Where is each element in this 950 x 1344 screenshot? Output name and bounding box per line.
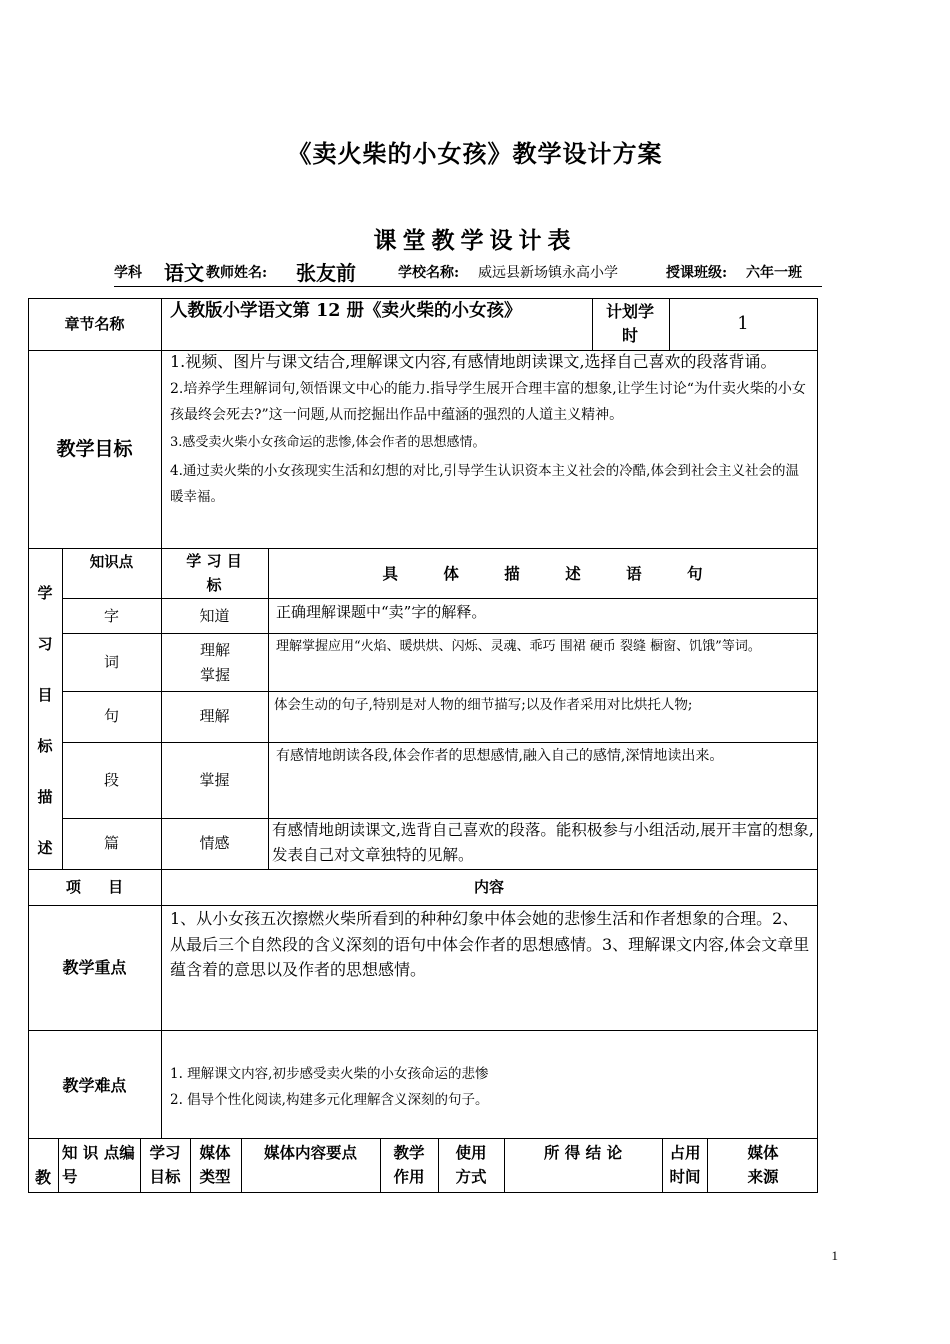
difficult-item: 1. 理解课文内容,初步感受卖火柴的小女孩命运的悲惨 [170,1066,489,1082]
school-value: 威远县新场镇永高小学 [478,265,618,281]
teacher-label: 教师姓名: [206,265,268,281]
teacher-value: 张友前 [296,261,356,285]
knowledge-cell: 段 [103,771,119,789]
media-col-time: 占用时间 [669,1143,701,1186]
document-title: 《卖火柴的小女孩》教学设计方案 [287,139,663,168]
items-header-item: 项 目 [65,878,124,896]
info-line [114,262,822,287]
media-col-source: 媒体来源 [747,1143,779,1186]
goal-cell: 理解掌握 [199,641,230,684]
table-title: 课堂教学设计表 [373,227,577,254]
knowledge-cell: 词 [103,653,119,671]
desc-cell: 有感情地朗读各段,体会作者的思想感情,融入自己的感情,深情地读出来。 [276,748,724,764]
header-desc: 具 体 描 述 语 句 [382,564,703,583]
media-col-role: 教学作用 [393,1143,425,1186]
class-label: 授课班级: [666,265,728,281]
media-col-goal: 学习目标 [149,1143,181,1186]
difficult-points-label: 教学难点 [62,1076,127,1095]
media-col-type: 媒体类型 [199,1143,231,1186]
goal-item: 3.感受卖火柴小女孩命运的悲惨,体会作者的思想感情。 [170,435,486,450]
knowledge-cell: 句 [103,707,119,725]
class-value: 六年一班 [746,265,802,281]
knowledge-cell: 篇 [103,834,119,852]
media-col-conclusion: 所 得 结 论 [543,1143,623,1162]
desc-cell: 体会生动的句子,特别是对人物的细节描写;以及作者采用对比烘托人物; [274,697,693,713]
key-points-text: 1、从小女孩五次擦燃火柴所看到的种种幻象中体会她的悲惨生活和作者想象的合理。2、从最后三个自然段的含义深刻的语句中体会作者的思想感情。3、理解课文内容,体会文章里蕴含着的意思以及作者的思想感情。 [170,909,810,979]
media-col-knowledge-id: 知 识 点编号 [62,1143,135,1186]
goal-cell: 知道 [199,607,230,625]
subject-value: 语文 [164,261,204,285]
goal-cell: 情感 [199,834,230,852]
goal-item: 4.通过卖火柴的小女孩现实生活和幻想的对比,引导学生认识资本主义社会的冷酷,体会到社会主义社会的温暖幸福。 [170,463,799,505]
knowledge-cell: 字 [103,607,119,625]
goals-list [170,349,810,510]
goal-item: 2.培养学生理解词句,领悟课文中心的能力.指导学生展开合理丰富的想象,让学生讨论“为什卖火柴的小女孩最终会死去?”这一问题,从而挖掘出作品中蕴涵的强烈的人道主义精神。 [170,381,806,423]
header-knowledge: 知识点 [89,554,134,571]
desc-cell: 正确理解课题中“卖”字的解释。 [276,603,487,621]
chapter-label: 章节名称 [64,315,125,333]
difficult-item: 2. 倡导个性化阅读,构建多元化理解含义深刻的句子。 [170,1092,489,1108]
media-col-usage: 使用方式 [455,1143,487,1186]
media-col-content: 媒体内容要点 [263,1143,357,1162]
learning-side-label: 学 习 目 标 描 述 [37,584,53,857]
goal-cell: 掌握 [199,771,230,789]
header-goal: 学 习 目 标 [186,552,242,594]
goals-label: 教学目标 [56,438,133,460]
difficult-points-list [170,1061,810,1113]
hours-label: 计划学时 [606,302,655,345]
media-side-label: 教 [34,1168,51,1187]
goal-item: 1.视频、图片与课文结合,理解课文内容,有感情地朗读课文,选择自己喜欢的段落背诵。 [170,352,777,371]
school-label: 学校名称: [398,265,460,281]
hours-value: 1 [737,313,749,334]
items-header-content: 内容 [473,878,504,896]
goal-cell: 理解 [199,707,230,725]
desc-cell: 理解掌握应用“火焰、暖烘烘、闪烁、灵魂、乖巧 围裙 硬币 裂缝 橱窗、饥饿”等词。 [276,639,761,654]
subject-label: 学科 [114,265,142,281]
page-number: 1 [831,1248,838,1263]
desc-cell: 有感情地朗读课文,选背自己喜欢的段落。能积极参与小组活动,展开丰富的想象,发表自己对文章独特的见解。 [272,821,814,864]
chapter-value: 人教版小学语文第 12 册《卖火柴的小女孩》 [170,301,522,321]
key-points-label: 教学重点 [62,958,127,977]
